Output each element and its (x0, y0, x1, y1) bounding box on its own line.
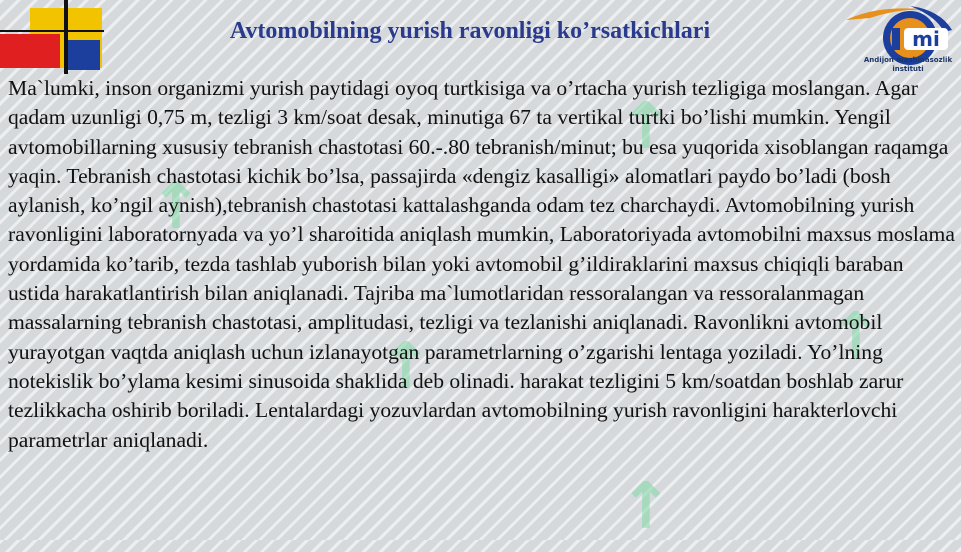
decor-horizontal-line (0, 30, 104, 32)
watermark-arrow-icon: ↗ (361, 321, 452, 413)
logo-caption (858, 56, 958, 74)
logo-caption-line2: instituti (892, 65, 924, 73)
decor-red-square (0, 34, 60, 68)
decor-vertical-line (64, 0, 68, 74)
watermark-arrow-icon: ↗ (601, 461, 692, 552)
slide-body-text: Ma`lumki, inson organizmi yurish paytidagi oyoq turtkisiga va o’rtacha yurish tezligiga moslangan. Agar qadam uzunligi 0,75 m, tezligi 3 km/soat desak, minutiga 67 ta vertikal turtki bo’lishi mumkin. Yengil avtomobillarning xususiy tebranish chastotasi 60.-.80 tebranish/minut; bu esa yuqorida xisoblangan raqamga yaqin. Tebranish chastotasi kichik bo’lsa, passajirda «dengiz kasalligi» alomatlari paydo bo’ladi (bosh aylanish, ko’ngil aynish),tebranish chastotasi kattalashganda odam tez charchaydi. Avtomobilning yurish ravonligini laboratornyada va yo’l sharoitida aniqlash mumkin, Laboratoriyada avtomobilni maxsus moslama yordamida ko’tarib, tezda tashlab yuborish bilan yoki avtomobil g’ildiraklarini maxsus chiqiqli baraban ustida harakatlantirish bilan aniqlanadi. Tajriba ma`lumotlaridan ressoralangan va ressoralanmagan massalarning tebranish chastotasi, amplitudasi, tezligi va tezlanishi aniqlanadi. Ravonlikni avtomobil yurayotgan vaqtda aniqlash uchun izlanayotgan parametrlarning o’zgarishi lentaga yoziladi. Yo’lning notekislik bo’ylama kesimi sinusoida shaklida deb olinadi. harakat tezligini 5 km/soatdan boshlab zarur tezlikkacha oshirib boriladi. Lentalardagi yozuvlardan avtomobilning yurish ravonligini harakterlovchi parametrlar aniqlanadi. (8, 76, 955, 452)
logo-mark-text: mi (912, 27, 940, 51)
decor-blue-square (66, 40, 100, 70)
logo-caption-line1: Andijon mashinasozlik (863, 56, 953, 64)
slide-title: Avtomobilning yurish ravonligi ko’rsatkichlari (229, 18, 711, 44)
watermark-arrow-icon: ↗ (811, 291, 902, 383)
watermark-arrow-icon: ↗ (131, 161, 222, 253)
watermark-arrow-icon: ↗ (601, 81, 692, 173)
